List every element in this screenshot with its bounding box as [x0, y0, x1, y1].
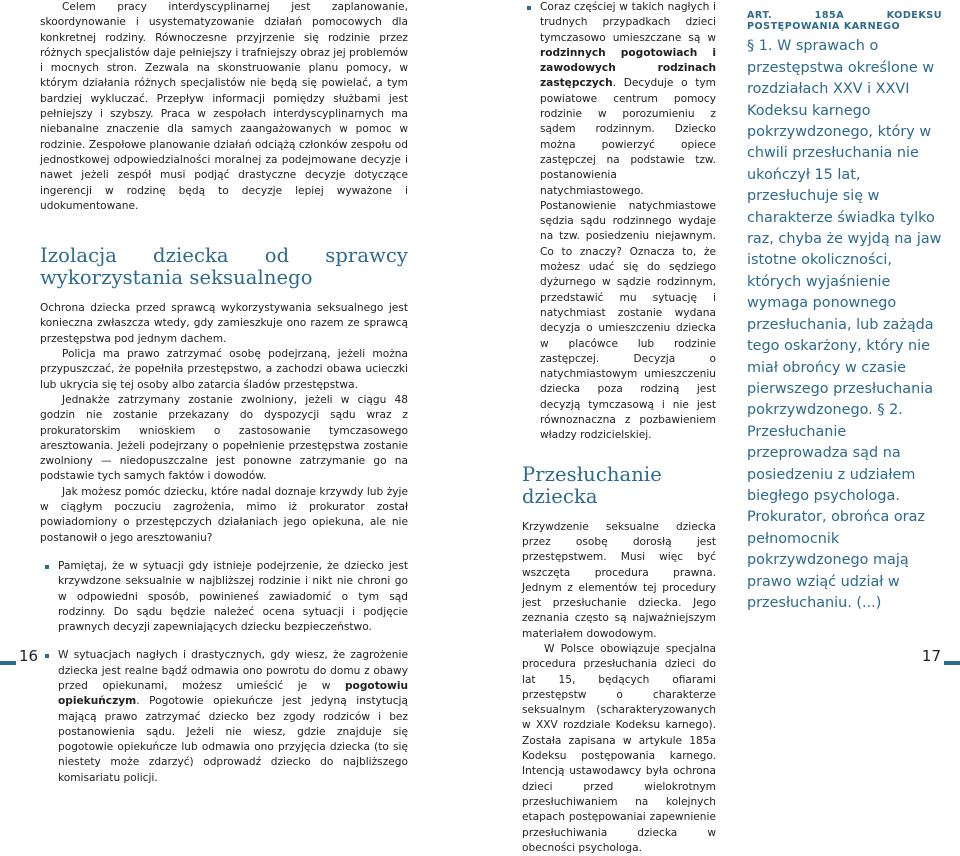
right-column-sidebar — [747, 0, 942, 614]
paragraph: Krzywdzenie seksualne dziecka przez osobę dorosłą jest przestępstwem. Musi więc być wszczęta procedura prawna. Jednym z elementów tej procedury jest przesłuchanie dziecka. Jego zeznania często są najważniejszym materiałem dowodowym. — [522, 520, 716, 640]
paragraph: W Polsce obowiązuje specjalna procedura przesłuchania dzieci do lat 15, będących ofiarami przestępstw o charakterze seksualnym (scharakteryzowanych w XXV rozdziale Kodeksu karnego). Została zapisana w artykule 185a Kodeksu postępowania karnego. Intencją ustawodawcy była ochrona dzieci przed wielokrotnym przesłuchiwaniem na kolejnych etapach postępowaniai zapewnienie przesłuchiwania dziecka w obecności psychologa. — [522, 642, 716, 854]
bullet-bold-text: rodzinnych pogotowiach i zawodowych rodzinach zastępczych — [540, 46, 716, 90]
section-heading-isolation: Izolacja dziecka od sprawcy wykorzystania seksualnego — [40, 244, 408, 290]
footer-rule-left — [0, 661, 16, 665]
bullet-text: Pamiętaj, że w sytuacji gdy istnieje podejrzenie, że dziecko jest krzywdzone seksualnie w najbliższej rodzinie i nikt nie chroni go w odpowiedni sposób, powinieneś zawiadomić o tym sąd rodzinny. Do sądu będzie należeć ocena sytuacji i podjęcie prawnych decyzji zapewniających dziecku bezpieczeństwo. — [58, 559, 408, 634]
bullet-text: . Decyduje o tym powiatowe centrum pomocy rodzinie w porozumieniu z sądem rodzinnym. Dziecko można powierzyć opiece zastępczej na podstawie tzw. postanowienia natychmiastowego. Postanowienie natychmiastowe sędzia sądu rodzinnego wydaje na tzw. posiedzeniu niejawnym. Co to znaczy? Oznacza to, że możesz udać się do sędziego dyżurnego w sądzie rodzinnym, przedstawić mu sytuację i natychmiast zostanie wydana decyzja o umieszczeniu dziecka w placówce lub rodzinie zastępczej. Decyzja o natychmiastowym umieszczeniu dziecka poza rodziną jest decyzją tymczasową i nie jest równoznaczna z pozbawieniem władzy rodzicielskiej. — [540, 77, 716, 442]
bullet-item — [40, 648, 408, 786]
square-bullet-icon — [45, 565, 49, 569]
article-body: § 1. W sprawach o przestępstwa określone w rozdziałach XXV i XXVI Kodeksu karnego pokrzywdzonego, który w chwili przesłuchania nie ukończył 15 lat, przesłuchuje się w charakterze świadka tylko raz, chyba że wyjdą na jaw istotne okoliczności, których wyjaśnienie wymaga ponownego przesłuchania, lub zażąda tego oskarżony, który nie miał obrońcy w czasie pierwszego przesłuchania pokrzywdzonego. § 2. Przesłuchanie przeprowadza sąd na posiedzeniu z udziałem biegłego psychologa. Prokurator, obrońca oraz pełnomocnik pokrzywdzonego mają prawo wziąć udział w przesłuchaniu. (...) — [747, 38, 942, 611]
page-number-right: 17 — [921, 647, 941, 665]
bullet-text: Coraz częściej w takich nagłych i trudnych przypadkach dzieci tymczasowo umieszczane są w — [540, 1, 716, 44]
square-bullet-icon — [527, 6, 531, 10]
page-number-left: 16 — [19, 647, 39, 665]
paragraph: Policja ma prawo zatrzymać osobę podejrzaną, jeżeli można przypuszczać, że popełniła przestępstwo, a zachodzi obawa ucieczki lub ukrycia się tej osoby albo zatarcia śladów przestępstwa. — [40, 348, 408, 391]
footer-rule-right — [944, 661, 960, 665]
bullet-text: . Pogotowie opiekuńcze jest jedyną instytucją mającą prawo zatrzymać dziecko bez zgody rodziców i bez postanowienia sądu. Jeżeli nie wiesz, gdzie znajduje się pogotowie opiekuńcze lub odmawia ono przyjęcia dziecka (to się niestety może zdarzyć) odprowadź dziecko do najbliższego komisariatu policji. — [58, 695, 408, 784]
paragraph: Ochrona dziecka przed sprawcą wykorzystywania seksualnego jest konieczna zwłaszcza wtedy, gdy zamieszkuje ono razem ze sprawcą przestępstwa pod jednym dachem. — [40, 302, 408, 345]
bullet-bold-text: pogotowiu opiekuńczym — [58, 679, 408, 708]
bullet-text: W sytuacjach nagłych i drastycznych, gdy wiesz, że zagrożenie dziecka jest realne bądź odmawia ono powrotu do domu z obawy przed opiekunami, możesz umieścić je w — [58, 649, 408, 692]
section-heading-interrogation: Przesłuchanie dziecka — [522, 462, 662, 508]
intro-paragraph: Celem pracy interdyscyplinarnej jest zaplanowanie, skoordynowanie i usystematyzowanie działań pomocowych dla konkretnej rodziny. Równoczesne przyjrzenie się rodzinie przez różnych specjalistów daje pełniejszy i trafniejszy obraz jej problemów i mocnych stron. Zezwala na skonstruowanie planu pomocy, w którym działania różnych specjalistów nie będą się powielać, a tym bardziej wykluczać. Przepływ informacji pomiędzy służbami jest pełniejszy i szybszy. Praca w zespołach interdyscyplinarnych ma niebanalne znaczenie dla samych zaangażowanych w pomoc w rodzinie. Zespołowe planowanie działań odciążą członków zespołu od jednostkowej odpowiedzialności moralnej za podejmowane decyzje i nawet jeżeli zespół musi podjąć drastyczne decyzje dotyczące ingerencji w rodzinę będą to decyzje lepiej wyważone i udokumentowane. — [40, 1, 408, 212]
bullet-item — [40, 559, 408, 635]
square-bullet-icon — [45, 654, 49, 658]
middle-column — [522, 0, 716, 856]
paragraph: Jak możesz pomóc dziecku, które nadal doznaje krzywdy lub żyje w ciągłym poczuciu zagrożenia, mimo iż prokurator został powiadomiony o przestępczych działaniach jego opiekuna, ale nie postanowił o jego aresztowaniu? — [40, 485, 408, 544]
bullet-item — [522, 0, 716, 444]
left-column — [40, 0, 408, 786]
paragraph: Jednakże zatrzymany zostanie zwolniony, jeżeli w ciągu 48 godzin nie zostanie przekazany do dyspozycji sądu wraz z prokuratorskim wnioskiem o zastosowanie tymczasowego aresztowania. Jeżeli podejrzany o popełnienie przestępstwa zostanie zwolniony — niedopuszczalne jest ponowne zatrzymanie go na podstawie tych samych faktów i dowodów. — [40, 393, 408, 483]
article-title: ART. 185A KODEKSU POSTĘPOWANIA KARNEGO — [747, 10, 942, 33]
